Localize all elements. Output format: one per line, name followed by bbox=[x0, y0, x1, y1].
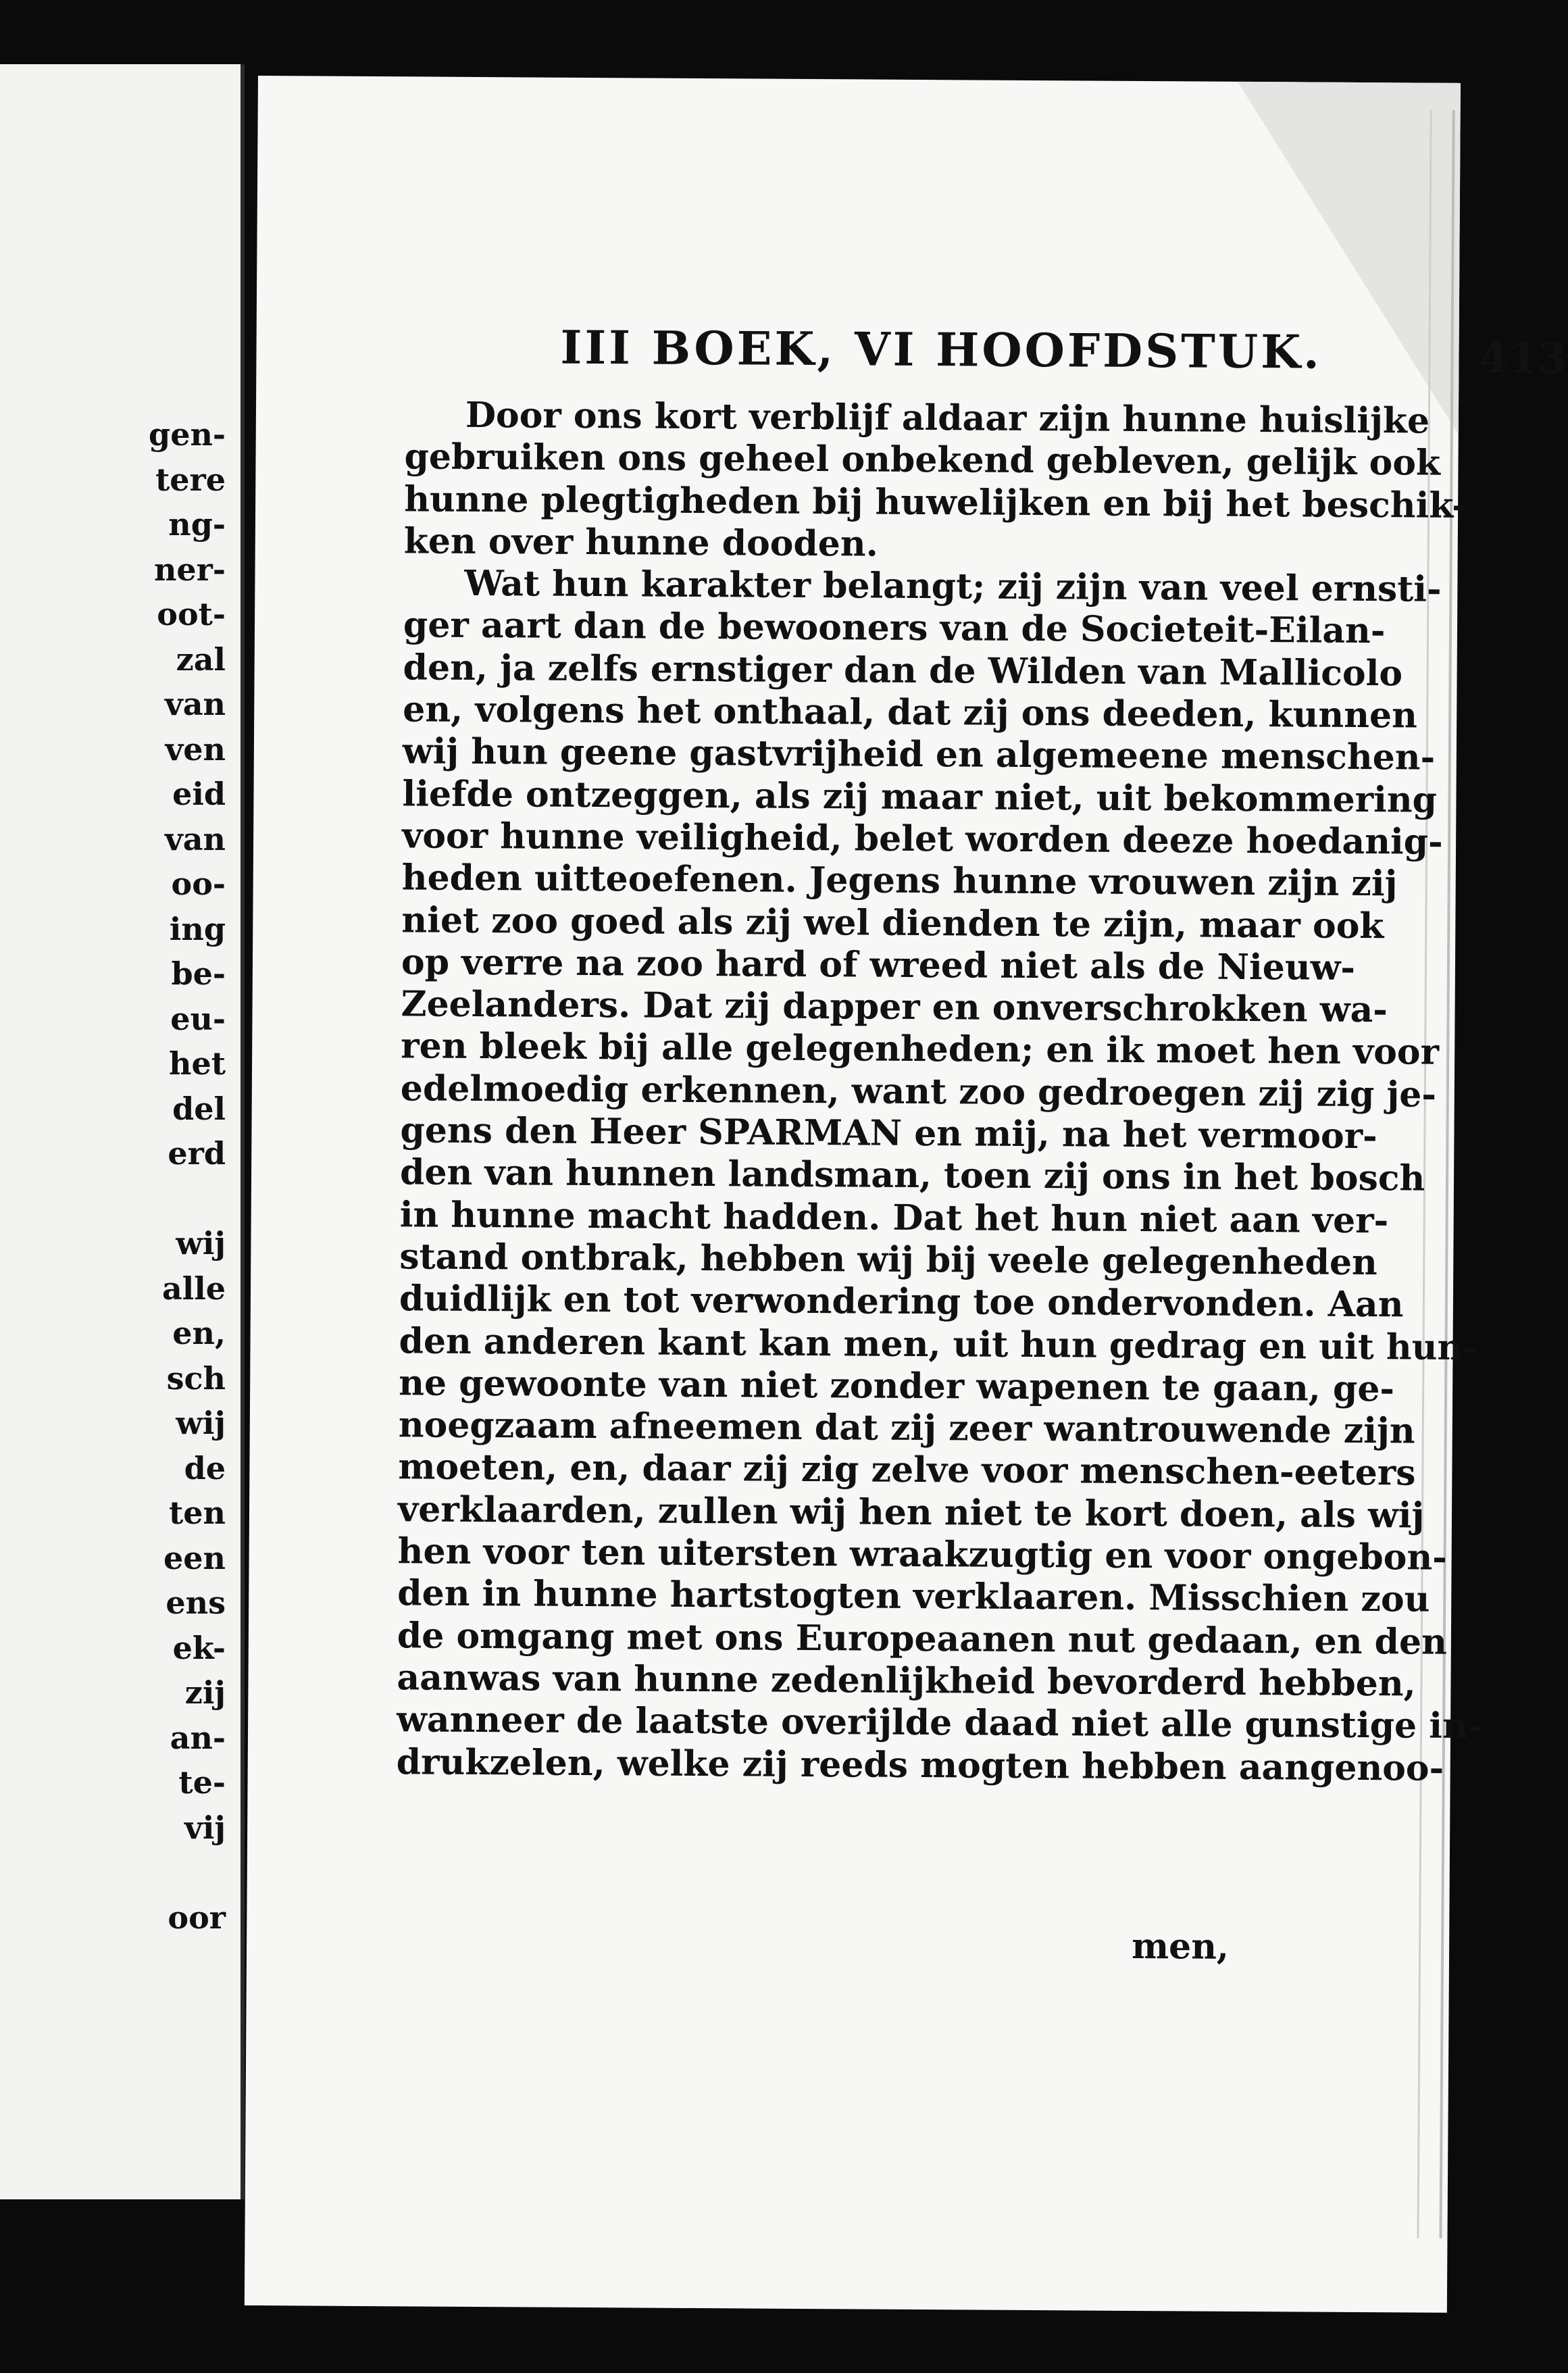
facing-line-fragment: eid bbox=[172, 776, 226, 812]
text-line: Door ons kort verblijf aldaar zijn hunne huislijke bbox=[465, 394, 1430, 442]
facing-line-fragment: een bbox=[163, 1539, 226, 1576]
text-line: hunne plegtigheden bij huwelijken en bij het beschik- bbox=[403, 478, 1467, 526]
facing-page bbox=[0, 64, 245, 2199]
catchword: men, bbox=[1131, 1925, 1230, 1968]
facing-line-fragment: alle bbox=[161, 1270, 226, 1307]
text-line: Zeelanders. Dat zij dapper en onverschrokken wa- bbox=[401, 983, 1388, 1031]
facing-line-fragment: be- bbox=[171, 955, 226, 992]
text-line: ren bleek bij alle gelegenheden; en ik moet hen voor bbox=[401, 1025, 1440, 1074]
text-line: Wat hun karakter belangt; zij zijn van veel ernsti- bbox=[464, 563, 1442, 610]
facing-line-fragment: te- bbox=[178, 1764, 226, 1801]
facing-line-fragment bbox=[149, 1850, 226, 1895]
text-line: ken over hunne dooden. bbox=[403, 520, 878, 565]
text-line: op verre na zoo hard of wreed niet als de Nieuw- bbox=[401, 941, 1356, 989]
facing-line-fragment: ek- bbox=[172, 1629, 226, 1666]
facing-line-fragment: ens bbox=[166, 1584, 226, 1621]
text-line: den, ja zelfs ernstiger dan de Wilden van Mallicolo bbox=[403, 647, 1403, 695]
facing-line-fragment: ten bbox=[169, 1495, 226, 1531]
facing-line-fragment: van bbox=[165, 820, 226, 857]
text-line: den in hunne hartstogten verklaaren. Misschien zou bbox=[397, 1572, 1430, 1620]
page-number: 413 bbox=[1479, 333, 1567, 383]
text-line: moeten, en, daar zij zig zelve voor menschen-eeters bbox=[398, 1446, 1416, 1494]
facing-line-fragment: vij bbox=[184, 1809, 226, 1846]
facing-line-fragment: sch bbox=[166, 1359, 226, 1397]
facing-line-fragment: zal bbox=[176, 641, 226, 678]
facing-line-fragment: wij bbox=[176, 1405, 226, 1441]
facing-line-fragment bbox=[149, 1176, 226, 1222]
text-line: ger aart dan de bewooners van de Societeit-Eilan- bbox=[403, 604, 1386, 652]
facing-line-fragment: an- bbox=[170, 1719, 226, 1756]
facing-line-fragment: oor bbox=[168, 1899, 226, 1936]
text-line: de omgang met ons Europeaanen nut gedaan, en den bbox=[397, 1614, 1448, 1663]
text-line: stand ontbrak, hebben wij bij veele gelegenheden bbox=[399, 1236, 1378, 1284]
text-line: duidlijk en tot verwondering toe ondervonden. Aan bbox=[399, 1278, 1404, 1326]
facing-line-fragment: del bbox=[172, 1090, 226, 1127]
text-line: wij hun geene gastvrijheid en algemeene menschen- bbox=[402, 730, 1436, 779]
facing-line-fragment: oo- bbox=[171, 866, 226, 902]
text-line: ne gewoonte van niet zonder wapenen te gaan, ge- bbox=[398, 1362, 1395, 1410]
facing-line-fragment: wij bbox=[176, 1225, 226, 1262]
facing-line-fragment: van bbox=[165, 686, 226, 722]
facing-line-fragment: gen- bbox=[149, 416, 226, 453]
facing-line-fragment: ing bbox=[169, 910, 226, 947]
text-line: wanneer de laatste overijlde daad niet alle gunstige in- bbox=[396, 1699, 1483, 1747]
text-line: noegzaam afneemen dat zij zeer wantrouwende zijn bbox=[398, 1404, 1415, 1452]
facing-line-fragment: en, bbox=[172, 1315, 226, 1351]
facing-line-fragment: de bbox=[184, 1449, 226, 1487]
main-page bbox=[245, 76, 1567, 2313]
page-header bbox=[560, 320, 1567, 383]
facing-line-fragment: ner- bbox=[153, 551, 226, 588]
facing-line-fragment: oot- bbox=[157, 596, 226, 632]
facing-line-fragment: erd bbox=[168, 1135, 226, 1172]
facing-page-line-endings bbox=[149, 412, 226, 1940]
text-line: gebruiken ons geheel onbekend gebleven, gelijk ook bbox=[404, 436, 1441, 484]
text-line: aanwas van hunne zedenlijkheid bevorderd hebben, bbox=[397, 1657, 1416, 1705]
running-head: III BOEK, VI HOOFDSTUK. bbox=[560, 320, 1323, 380]
text-line: drukzelen, welke zij reeds mogten hebben aangenoo- bbox=[396, 1741, 1444, 1789]
facing-line-fragment: zij bbox=[184, 1674, 226, 1711]
facing-line-fragment: ng- bbox=[168, 506, 226, 543]
facing-line-fragment: het bbox=[169, 1045, 226, 1082]
facing-line-fragment: eu- bbox=[170, 1000, 226, 1037]
text-line: niet zoo goed als zij wel dienden te zijn, maar ook bbox=[401, 899, 1384, 947]
body-text bbox=[397, 394, 1513, 1790]
text-line: hen voor ten uitersten wraakzugtig en voor ongebon- bbox=[397, 1530, 1448, 1578]
text-line: in hunne macht hadden. Dat het hun niet aan ver- bbox=[399, 1193, 1389, 1241]
facing-line-fragment: tere bbox=[155, 461, 226, 498]
text-line: den van hunnen landsman, toen zij ons in het bosch bbox=[399, 1151, 1425, 1199]
text-line: edelmoedig erkennen, want zoo gedroegen zij zig je- bbox=[400, 1068, 1437, 1116]
text-line: voor hunne veiligheid, belet worden deeze hoedanig- bbox=[401, 815, 1443, 863]
text-line: verklaarden, zullen wij hen niet te kort doen, als wij bbox=[397, 1489, 1425, 1537]
page-corner-fold bbox=[1236, 82, 1461, 434]
facing-line-fragment: ven bbox=[165, 730, 226, 768]
text-line: den anderen kant kan men, uit hun gedrag en uit hun- bbox=[399, 1320, 1478, 1368]
text-line: gens den Heer SPARMAN en mij, na het vermoor- bbox=[400, 1109, 1377, 1157]
text-line: liefde ontzeggen, als zij maar niet, uit bekommering bbox=[402, 772, 1438, 821]
text-line: en, volgens het onthaal, dat zij ons deeden, kunnen bbox=[403, 689, 1418, 736]
text-line: heden uitteoefenen. Jegens hunne vrouwen zijn zij bbox=[401, 857, 1398, 905]
